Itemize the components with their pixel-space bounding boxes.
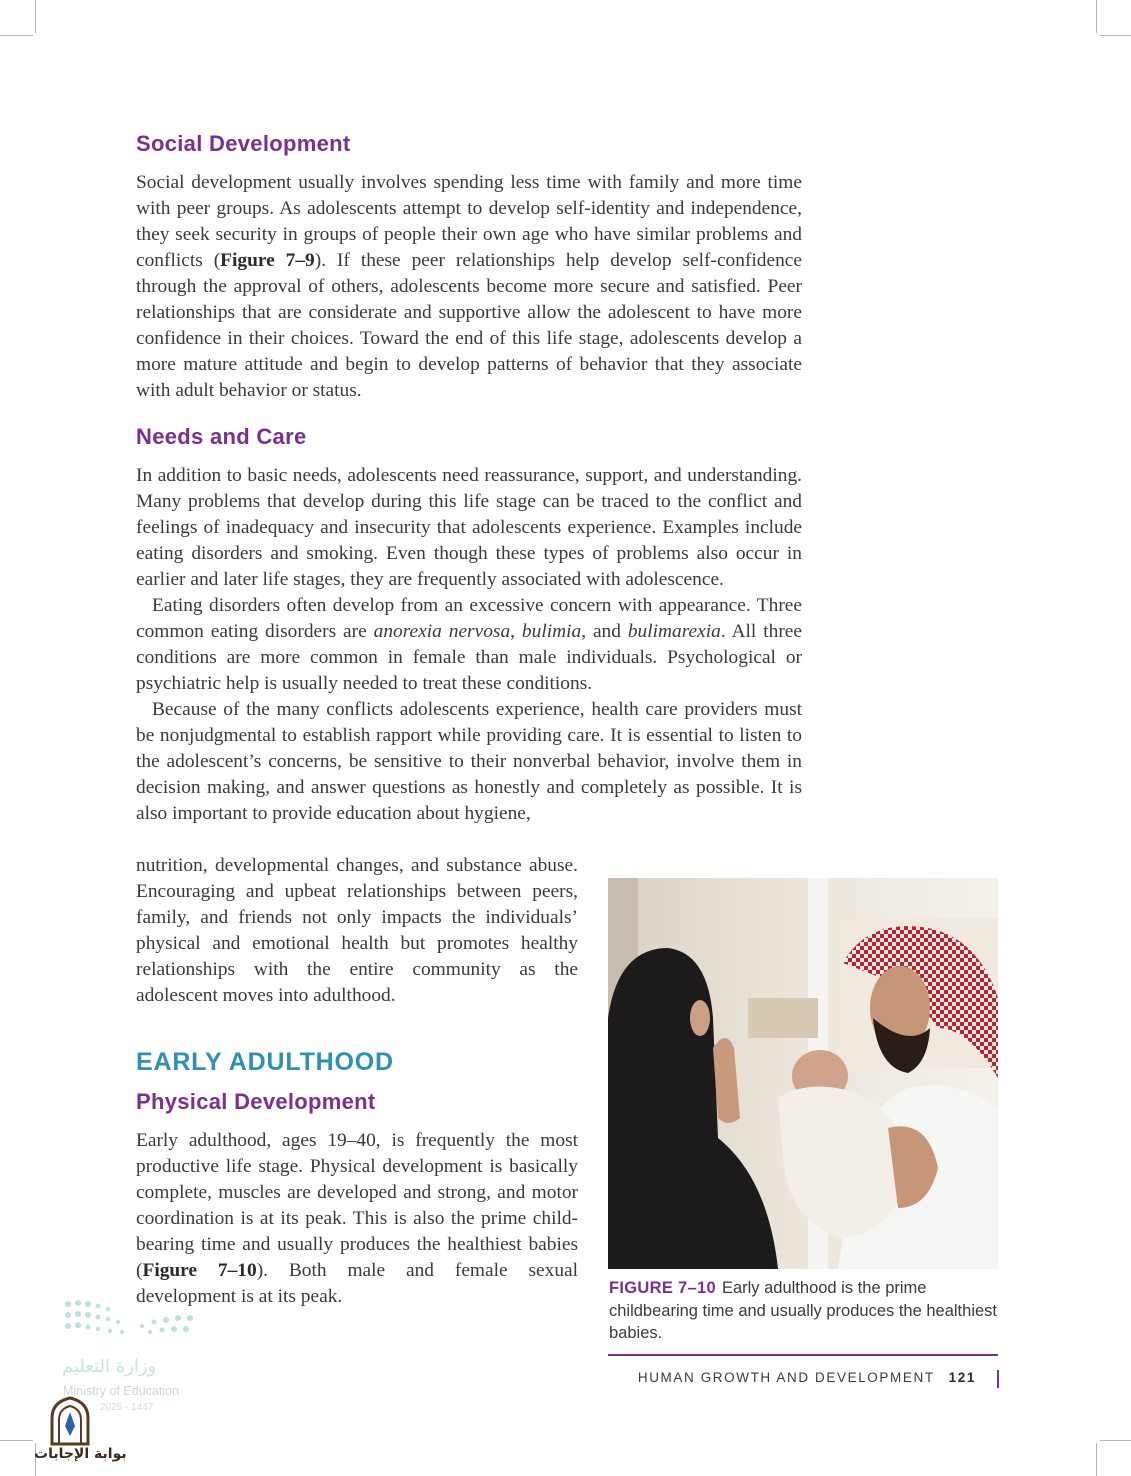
text-run: Early adulthood, ages 19–40, is frequently the most productive life stage. Physical development is basically complete, muscles are developed and strong, and motor coordination is at its peak. This is also the prime child-bearing time and usually produces the healthiest babies ( [136, 1130, 578, 1281]
physical-development-section [136, 1089, 578, 1115]
text-run: ). Both male and female sexual development is at its peak. [136, 1260, 579, 1307]
watermark-text: بوابة الإجابات [34, 1446, 127, 1462]
figure-photo [608, 878, 998, 1269]
running-title: HUMAN GROWTH AND DEVELOPMENT [637, 1370, 935, 1385]
social-development-text [136, 170, 802, 404]
crop-mark [0, 35, 33, 36]
ministry-arabic-name: وزارة التعليم [62, 1356, 157, 1377]
crop-mark [1100, 35, 1131, 36]
paragraph [136, 170, 802, 404]
paragraph [136, 1128, 578, 1310]
needs-care-text-narrow [136, 853, 578, 1009]
section-heading: Physical Development [136, 1089, 376, 1114]
page-footer [638, 1370, 976, 1385]
figure-reference: Figure 7–9 [220, 250, 315, 271]
caption-text: Early adulthood is the prime childbearing time and usually produces the healthiest babies. [609, 1279, 997, 1342]
figure-caption [609, 1277, 997, 1345]
crop-mark [1100, 1440, 1131, 1441]
crop-mark [1096, 0, 1097, 33]
ministry-year: 2025 - 1447 [100, 1402, 154, 1413]
social-development-section [136, 131, 802, 157]
crop-mark [0, 1440, 33, 1441]
text-run: ). If these peer relationships help develop self-confidence through the approval of others, adolescents become more secure and satisfied. Peer relationships that are considerate and supportive allow the adolescent to have more confidence in their choices. Toward the end of this life stage, adolescents develop a more mature attitude and begin to develop patterns of behavior that they associate with adult behavior or status. [136, 250, 802, 401]
text-run: , [510, 621, 522, 642]
physical-development-text [136, 1128, 578, 1310]
needs-care-text [136, 463, 802, 827]
crop-mark [35, 0, 36, 33]
family-with-baby-image [608, 878, 998, 1269]
term: anorexia nervosa [373, 621, 511, 642]
term: bulimarexia [627, 621, 721, 642]
crop-mark [1096, 1443, 1097, 1476]
figure-label: FIGURE 7–10 [609, 1279, 716, 1297]
paragraph [136, 593, 802, 697]
early-adulthood-chapter [136, 1048, 578, 1077]
paragraph: In addition to basic needs, adolescents need reassurance, support, and understanding. Many problems that develop during this life stage can be traced to the conflict and feelings of inadequacy and insecurity that adolescents experience. Examples include eating disorders and smoking. Even though these types of problems also occur in earlier and later life stages, they are frequently associated with adolescence. [136, 465, 802, 590]
page-number: 121 [948, 1370, 976, 1385]
paragraph: Because of the many conflicts adolescents experience, health care providers must be nonjudgmental to establish rapport while providing care. It is essential to listen to the adolescent’s concerns, be sensitive to their nonverbal behavior, involve them in decision making, and answer questions as honestly and completely as possible. It is also important to provide education about hygiene, [136, 699, 802, 824]
text-run: , and [581, 621, 628, 642]
text-run: . All three conditions are more common in female than male individuals. Psychological or psychiatric help is usually needed to treat these conditions. [136, 621, 802, 694]
section-heading: Social Development [136, 131, 351, 156]
watermark-emblem-icon [48, 1396, 92, 1446]
text-run: Eating disorders often develop from an excessive concern with appearance. Three common eating disorders are [136, 595, 802, 642]
chapter-heading: EARLY ADULTHOOD [136, 1048, 394, 1076]
caption-rule [608, 1354, 998, 1356]
section-heading: Needs and Care [136, 424, 307, 449]
ministry-english-name: Ministry of Education [63, 1384, 180, 1398]
term: bulimia [521, 621, 582, 642]
paragraph: nutrition, developmental changes, and substance abuse. Encouraging and upbeat relationships between peers, family, and friends not only impacts the individuals’ physical and emotional health but promotes healthy relationships with the entire community as the adolescent moves into adulthood. [136, 855, 578, 1006]
text-run: Social development usually involves spending less time with family and more time with peer groups. As adolescents attempt to develop self-identity and independence, they seek security in groups of people their own age who have similar problems and conflicts ( [136, 172, 802, 271]
needs-care-section [136, 424, 802, 450]
figure-reference: Figure 7–10 [142, 1260, 257, 1281]
footer-bar [997, 1370, 999, 1388]
